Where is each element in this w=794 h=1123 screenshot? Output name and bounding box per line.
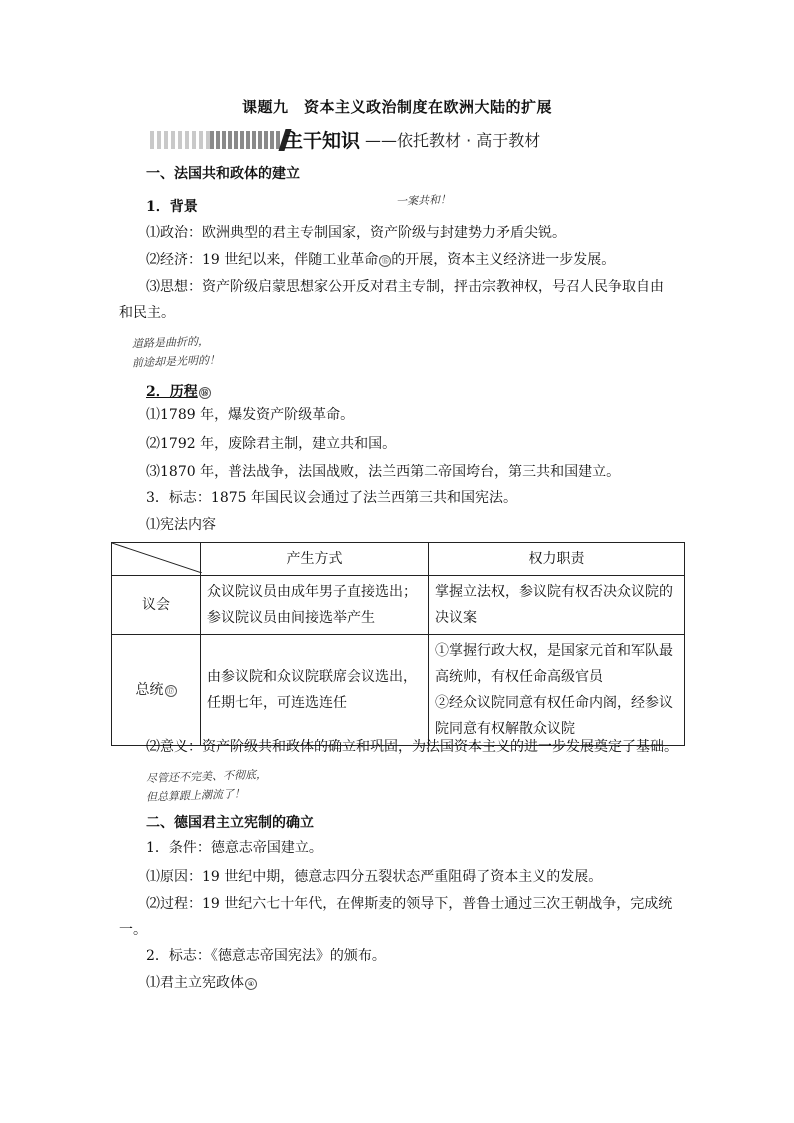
cell-line: ②经众议院同意有权任命内阁，经参议 xyxy=(435,695,673,711)
cell-line: ①掌握行政大权，是国家元首和军队最 xyxy=(435,643,673,659)
bg-thought-line2: 和民主。 xyxy=(119,305,175,321)
germany-gov-text: ⑴君主立宪政体 xyxy=(146,975,244,991)
row-label-president xyxy=(112,635,201,746)
col-header-method: 产生方式 xyxy=(201,543,429,576)
history-2: ⑵1792 年，废除君主制，建立共和国。 xyxy=(146,436,397,452)
history-1: ⑴1789 年，爆发资产阶级革命。 xyxy=(146,407,355,423)
handwritten-note-bottom-2: 但总算跟上潮流了！ xyxy=(145,787,246,804)
cell-parliament-power xyxy=(429,576,685,635)
note-marker-icon: ⑮ xyxy=(379,255,391,267)
history-heading xyxy=(146,381,211,401)
banner-subtitle: ——依托教材 · 高于教材 xyxy=(365,131,541,150)
row-label-parliament: 议会 xyxy=(112,576,201,635)
table-header-row xyxy=(112,543,685,576)
germany-sign: 2．标志：《德意志帝国宪法》的颁布。 xyxy=(146,948,386,964)
history-3: ⑶1870 年，普法战争，法国战败，法兰西第二帝国垮台，第三共和国建立。 xyxy=(146,464,621,480)
handwritten-note-bottom-1: 尽管还不完美、不彻底， xyxy=(145,767,268,786)
handwritten-note-mid-2: 前途却是光明的！ xyxy=(131,353,221,370)
page-title: 课题九 资本主义政治制度在欧洲大陆的扩展 xyxy=(241,98,552,116)
germany-cause: ⑴原因：19 世纪中期，德意志四分五裂状态严重阻碍了资本主义的发展。 xyxy=(146,869,603,885)
cell-president-power xyxy=(429,635,685,746)
section1-heading: 一、法国共和政体的建立 xyxy=(146,166,300,182)
germany-condition: 1．条件：德意志帝国建立。 xyxy=(146,840,323,856)
cell-line: 任期七年，可连选连任 xyxy=(207,695,347,711)
handwritten-note-mid-1: 道路是曲折的， xyxy=(131,334,210,351)
germany-gov xyxy=(146,972,257,994)
cell-line: 参议院议员由间接选举产生 xyxy=(207,610,375,626)
section2-heading: 二、德国君主立宪制的确立 xyxy=(146,815,314,831)
diagonal-header-cell xyxy=(112,543,201,576)
note-marker-icon: ⑯ xyxy=(199,387,211,399)
diagonal-line xyxy=(112,543,202,573)
bg-thought-line1: ⑶思想：资产阶级启蒙思想家公开反对君主专制，抨击宗教神权，号召人民争取自由 xyxy=(146,279,664,295)
germany-process-line2: 一。 xyxy=(119,922,147,938)
table-row xyxy=(112,635,685,746)
sign-france: 3．标志：1875 年国民议会通过了法兰西第三共和国宪法。 xyxy=(146,490,517,506)
row-label-president-text: 总统 xyxy=(135,682,164,698)
col-header-power: 权力职责 xyxy=(429,543,685,576)
germany-process-line1: ⑵过程：19 世纪六七十年代，在俾斯麦的领导下，普鲁士通过三次王朝战争，完成统 xyxy=(146,896,673,912)
handwritten-note-top: 一案共和！ xyxy=(395,193,452,208)
cell-line: 院同意有权解散众议院 xyxy=(435,721,575,737)
banner-stripes-dark xyxy=(210,131,280,149)
significance: ⑵意义：资产阶级共和政体的确立和巩固，为法国资本主义的进一步发展奠定了基础。 xyxy=(146,739,678,755)
constitution-heading: ⑴宪法内容 xyxy=(146,517,216,533)
constitution-table xyxy=(111,542,685,746)
background-heading: 1．背景 xyxy=(146,199,198,215)
cell-line: 决议案 xyxy=(435,610,477,626)
bg-economy-b: 的开展，资本主义经济进一步发展。 xyxy=(391,252,616,268)
cell-president-method xyxy=(201,635,429,746)
bg-politics: ⑴政治：欧洲典型的君主专制国家，资产阶级与封建势力矛盾尖锐。 xyxy=(146,225,566,241)
cell-line: 掌握立法权，参议院有权否决众议院的 xyxy=(435,584,673,600)
banner-title: 主干知识 xyxy=(284,130,361,152)
note-marker-icon: ④ xyxy=(245,978,257,990)
cell-line: 由参议院和众议院联席会议选出， xyxy=(207,669,417,685)
bg-economy xyxy=(146,249,615,271)
cell-parliament-method xyxy=(201,576,429,635)
cell-line: 众议院议员由成年男子直接选出； xyxy=(207,584,417,600)
table-row xyxy=(112,576,685,635)
section-banner xyxy=(150,126,570,154)
bg-economy-a: ⑵经济：19 世纪以来，伴随工业革命 xyxy=(146,252,379,268)
history-heading-text: 2．历程 xyxy=(146,384,198,400)
cell-line: 高统帅，有权任命高级官员 xyxy=(435,669,603,685)
note-marker-icon: ⑰ xyxy=(165,685,177,697)
